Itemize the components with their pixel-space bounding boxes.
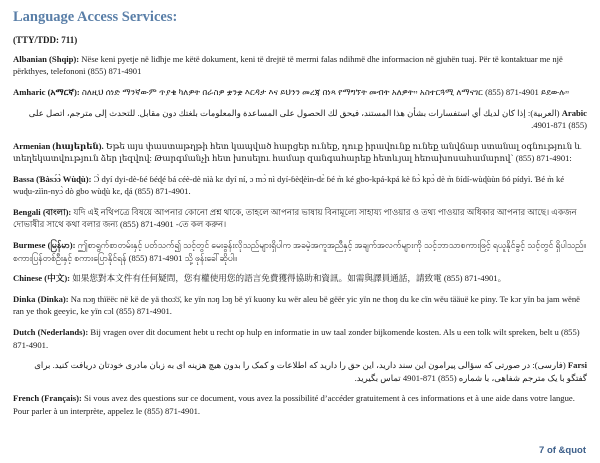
entry-bengali [13, 206, 587, 231]
tty-line: (TTY/TDD: 711) [13, 35, 78, 45]
language-text: ဤစာရွက်စာတမ်းနှင့် ပတ်သက်၍ သင့်တွင် မေးခွန်းလိုသည်များရှိပါက အခမဲ့အကူအညီနှင့် အချက်အလက်များကို သင့်ဘာသာစကားဖြင့် ရယူနိုင်ခွင့် သင့်တွင် ရှိပါသည်။ စကားပြန်တစ်ဦးနှင့် စကားပြောနိုင်ရန် (855) 871-4901 သို့ ဖုန်းခေါ်ဆိုပါ။ [13, 240, 587, 263]
language-text: 如果您對本文件有任何疑問，您有權使用您的語言免費獲得協助和資訊。如需與譯員通話，請致電 (855) 871-4901。 [70, 273, 507, 284]
language-name: Armenian (հայերեն). [13, 140, 104, 151]
entry-french [13, 392, 587, 417]
entry-amharic [13, 86, 587, 98]
entry-bassa [13, 173, 587, 198]
entry-albanian [13, 53, 587, 78]
language-name: Chinese (中文): [13, 273, 71, 284]
entry-farsi [13, 359, 587, 384]
page-number: 7 of &quot [539, 445, 586, 456]
language-name: Arabic [561, 107, 587, 118]
language-text: (العربية): إذا كان لديك أي استفسارات بشأن هذا المستند، فيحق لك الحصول على المساعدة والمعلومات بلغتك دون مقابل. للتحدث إلى مترجم، اتصل على (855) 871-4901. [28, 107, 587, 131]
language-text: Եթե այս փաստաթղթի հետ կապված հարցեր ունեք, դուք իրավունք ունեք անվճար ստանալ օգնություն և տեղեկատվություն ձեր լեզվով: Թարգմանչի հետ խոսելու համար զանգահարեք հետևյալ հեռախոսահամարով՝ (855) 871-4901: [13, 140, 582, 164]
language-text: Ɔ̀ dyí dyi-dè-ɓé ɓéɖé bá céè-dè nìà kɛ dyí ní, ɔ mɔ̀ nì dyí-ɓèɖèìn-dɛ̀ ɓé m̀ ké gbo-kpá-kpá kè ɓɔ̀ kpɔ̀ dè m̀ ɓídí-wùɖùùn ɓó pídyì. Ɓé m̀ ké wuɖu-zììn-nyɔ̀ dò gbo wùɖù kɛ, ɖá (855) 871-4901. [13, 174, 565, 197]
entry-armenian [13, 140, 587, 165]
entry-dinka [13, 293, 587, 318]
language-name: Bassa (Ɓàsɔ́ɔ̀ Wùɖù): [13, 174, 92, 185]
language-name: Dutch (Nederlands): [13, 327, 89, 338]
entry-chinese [13, 272, 587, 284]
page-title: Language Access Services: [13, 9, 178, 25]
language-name: Albanian (Shqip): [13, 54, 80, 64]
language-text: Si vous avez des questions sur ce document, vous avez la possibilité d’accéder gratuitement à ces informations et à une aide dans votre langue. Pour parler à un interprète, appelez le (855) 871-4901. [13, 393, 575, 416]
language-text: (فارسی): در صورتی که سؤالی پیرامون این سند دارید، این حق را دارید که اطلاعات و کمک را بدون هیچ هزینه ای به زبان مادری خودتان دریافت کنید. برای گفتگو با یک مترجم شفاهی، با شماره (855) 871-4901 تماس بگیرید. [34, 360, 587, 383]
language-name: Dinka (Dinka): [13, 294, 69, 305]
language-text: Nëse keni pyetje në lidhje me këtë dokument, keni të drejtë të merrni falas ndihmë dhe informacion në gjuhën tuaj. Për të kontaktuar me një përkthyes, telefononi (855) 871-4901 [13, 54, 563, 77]
language-text: Na nɔŋ thïëëc në kë de yä thoɔ̈ɔ̈, ke yïn nɔŋ lɔŋ bë yï kuony ku wër aleu bë gëër yic yïn ne thoŋ du ke cïn wëu tääuë ke piny. Te kɔr yïn ba jam wënë ran ye thok geeyic, ke yïn cɔl (855) 871-4901. [13, 294, 580, 317]
language-name: Farsi [567, 360, 587, 371]
entry-arabic [13, 107, 587, 132]
language-name: Bengali (বাংলা): [13, 207, 72, 218]
language-name: Burmese (မြန်မာ): [13, 240, 76, 251]
language-text: যদি এই নথিপত্রে বিষয়ে আপনার কোনো প্রশ্ন থাকে, তাহলে আপনার ভাষায় বিনামূল্যে সাহায্য পাওয়ার ও তথ্য পাওয়ার অধিকার আপনার আছে। একজন দোভাষীর সাথে কথা বলার জন্য (855) 871-4901 -তে কল করুন। [13, 207, 577, 230]
language-name: French (Français): [13, 393, 82, 404]
language-text: ስለዚህ ሰነድ ማንኛውም ጥያቄ ካለዎት በራስዎ ቋንቋ እርዳታ እና ይህንን መረጃ በነጻ የማግኘት መብት አለዎት። አስተርጓሚ ለማናገር (855) 871-4901 ይደውሉ። [79, 87, 570, 98]
entry-dutch [13, 326, 587, 351]
language-name: Amharic (አማርኛ): [13, 87, 80, 98]
language-text: Bij vragen over dit document hebt u recht op hulp en informatie in uw taal zonder bijkomende kosten. Als u een tolk wilt spreken, belt u (855) 871-4901. [13, 327, 580, 350]
entry-burmese [13, 239, 587, 264]
document-page [13, 8, 587, 426]
